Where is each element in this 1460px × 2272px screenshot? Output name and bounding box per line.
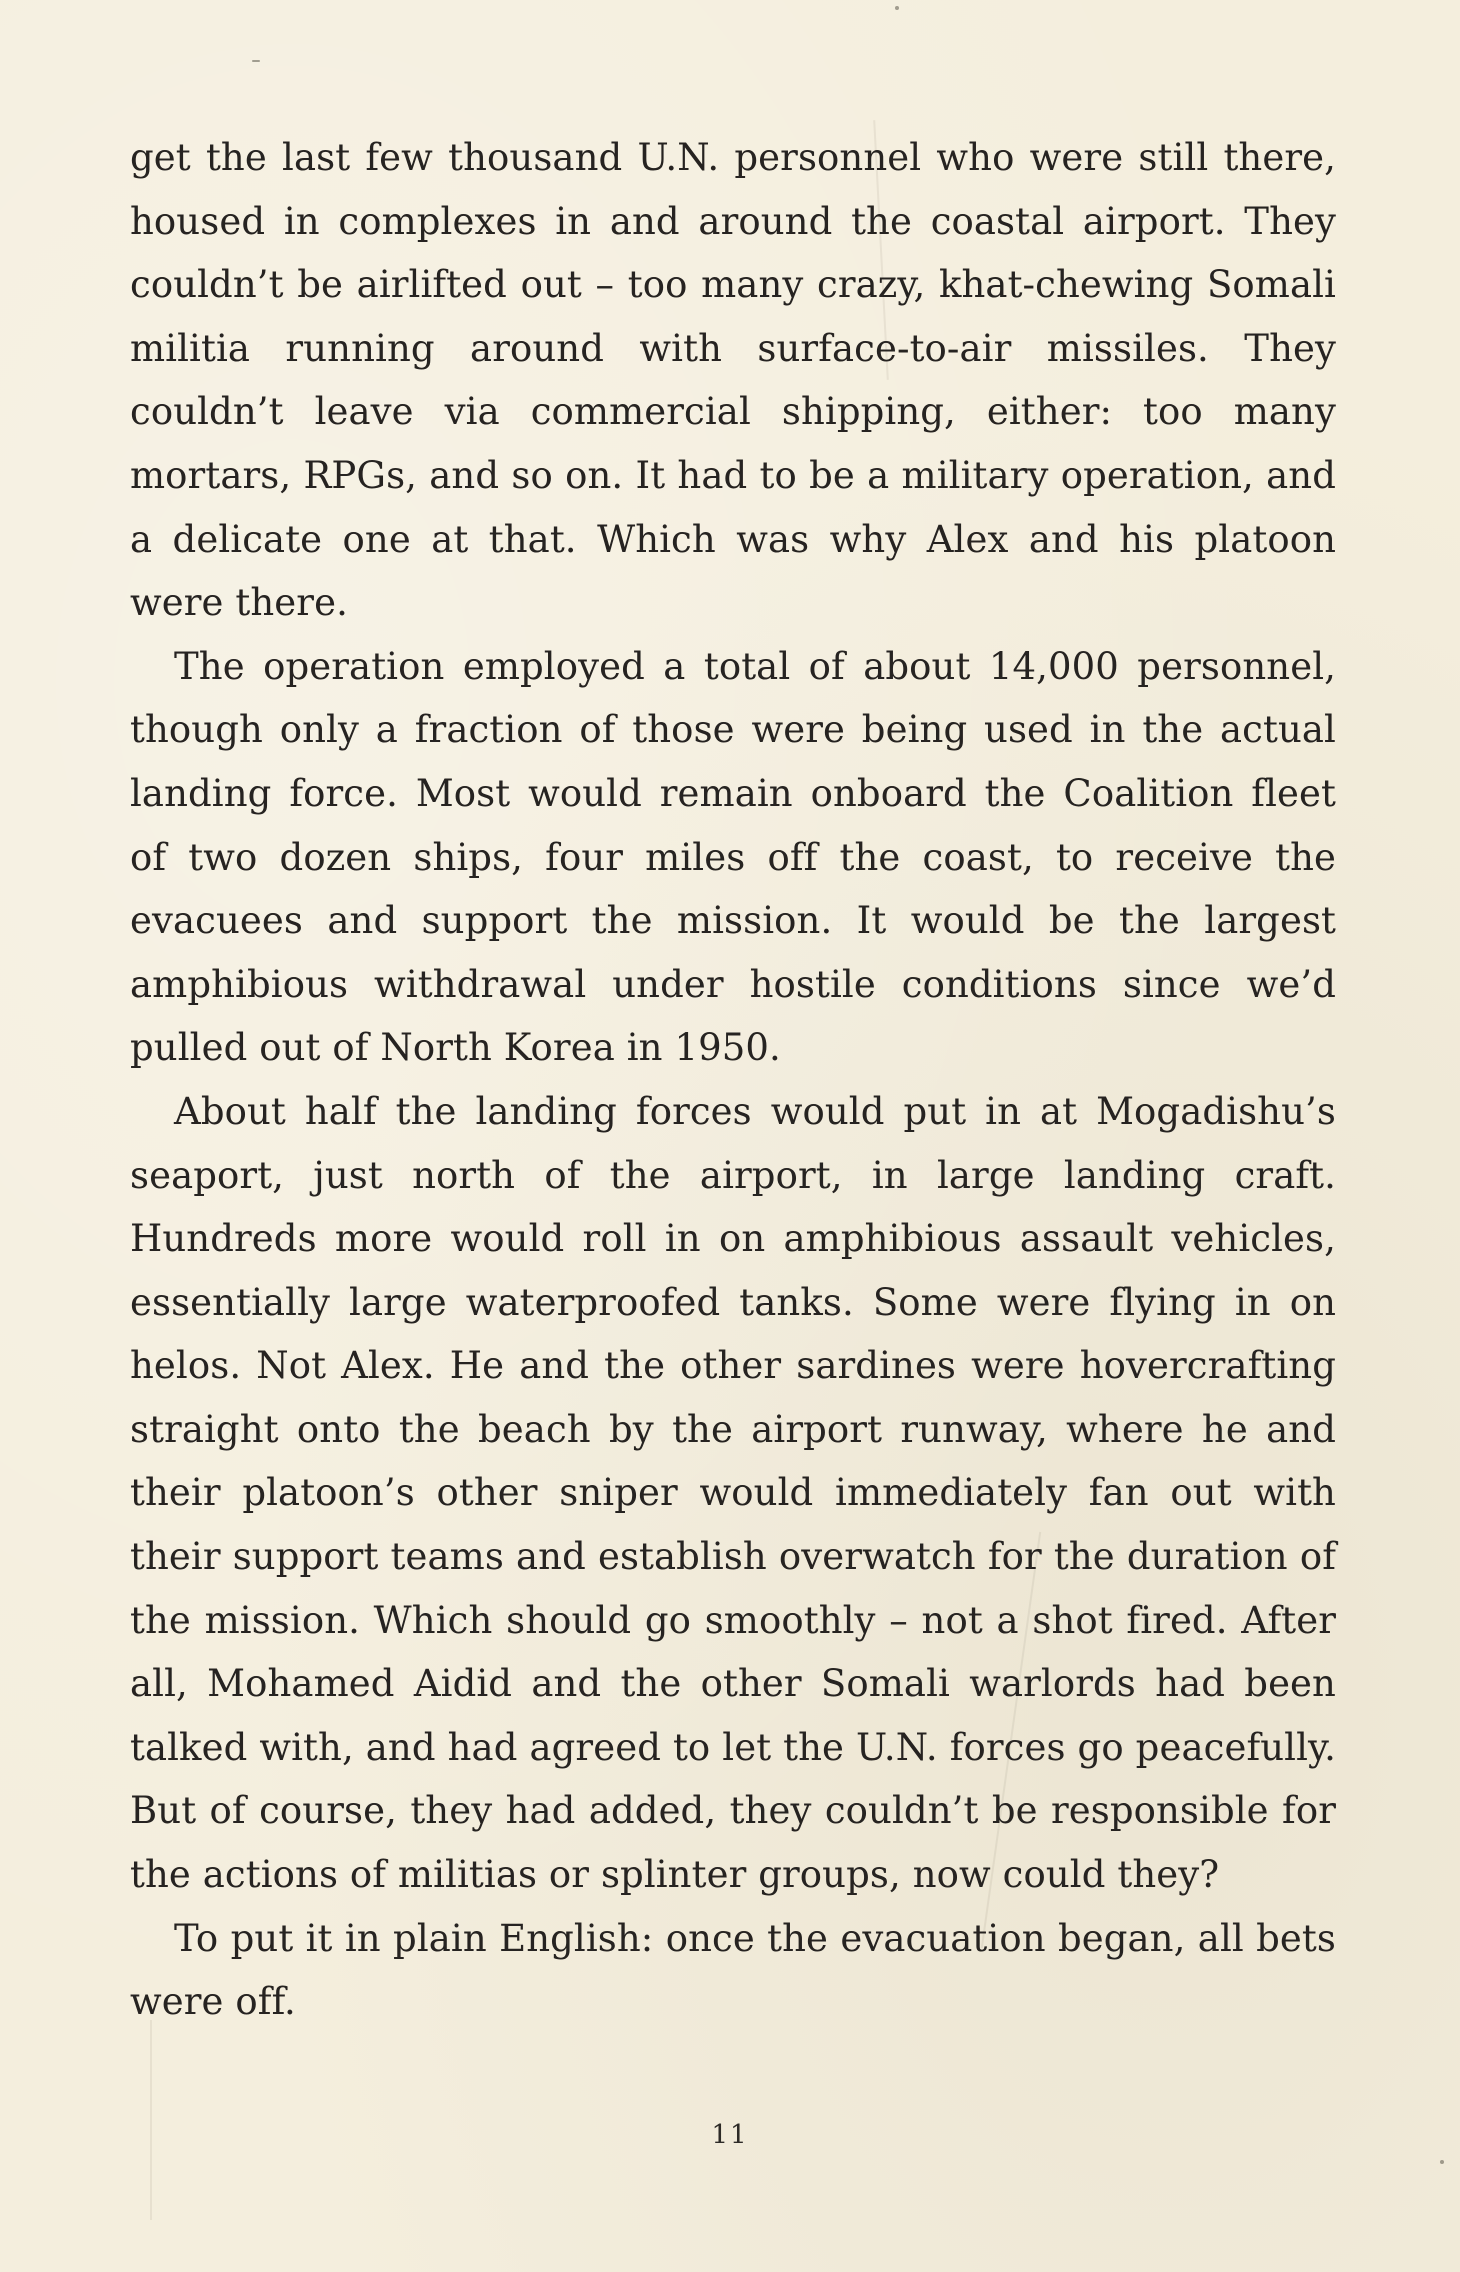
paragraph-continued: get the last few thousand U.N. personnel who were still there, housed in complexes in and around the coastal airport. They couldn’t be airlifted out – too many crazy, khat-chewing Somali militia running around with surface-to-air missiles. They couldn’t leave via commercial shipping, either: too many mortars, RPGs, and so on. It had to be a military operation, and a delicate one at that. Which was why Alex and his platoon were there. (130, 136, 1336, 625)
paper-speck (1440, 2160, 1444, 2164)
paper-speck (252, 60, 260, 62)
paragraph: To put it in plain English: once the evacuation began, all bets were off. (130, 1916, 1336, 2024)
page-number: 11 (711, 2120, 749, 2150)
paper-speck (895, 6, 899, 10)
paragraph: The operation employed a total of about 14,000 personnel, though only a fraction of those were being used in the actual landing force. Most would remain onboard the Coalition fleet of two dozen ships, four miles off the coast, to receive the evacuees and support the mission. It would be the largest amphibious withdrawal under hostile conditions since we’d pulled out of North Korea in 1950. (130, 644, 1336, 1070)
paragraph: About half the landing forces would put in at Mogadishu’s seaport, just north of the airport, in large landing craft. Hundreds more would roll in on amphibious assault vehicles, essentially large waterproofed tanks. Some were flying in on helos. Not Alex. He and the other sardines were hovercrafting straight onto the beach by the airport runway, where he and their platoon’s other sniper would immediately fan out with their support teams and establish overwatch for the duration of the mission. Which should go smoothly – not a shot fired. After all, Mohamed Aidid and the other Somali warlords had been talked with, and had agreed to let the U.N. forces go peacefully. But of course, they had added, they couldn’t be responsible for the actions of militias or splinter groups, now could they? (130, 1089, 1336, 1897)
body-text (130, 126, 1336, 2034)
